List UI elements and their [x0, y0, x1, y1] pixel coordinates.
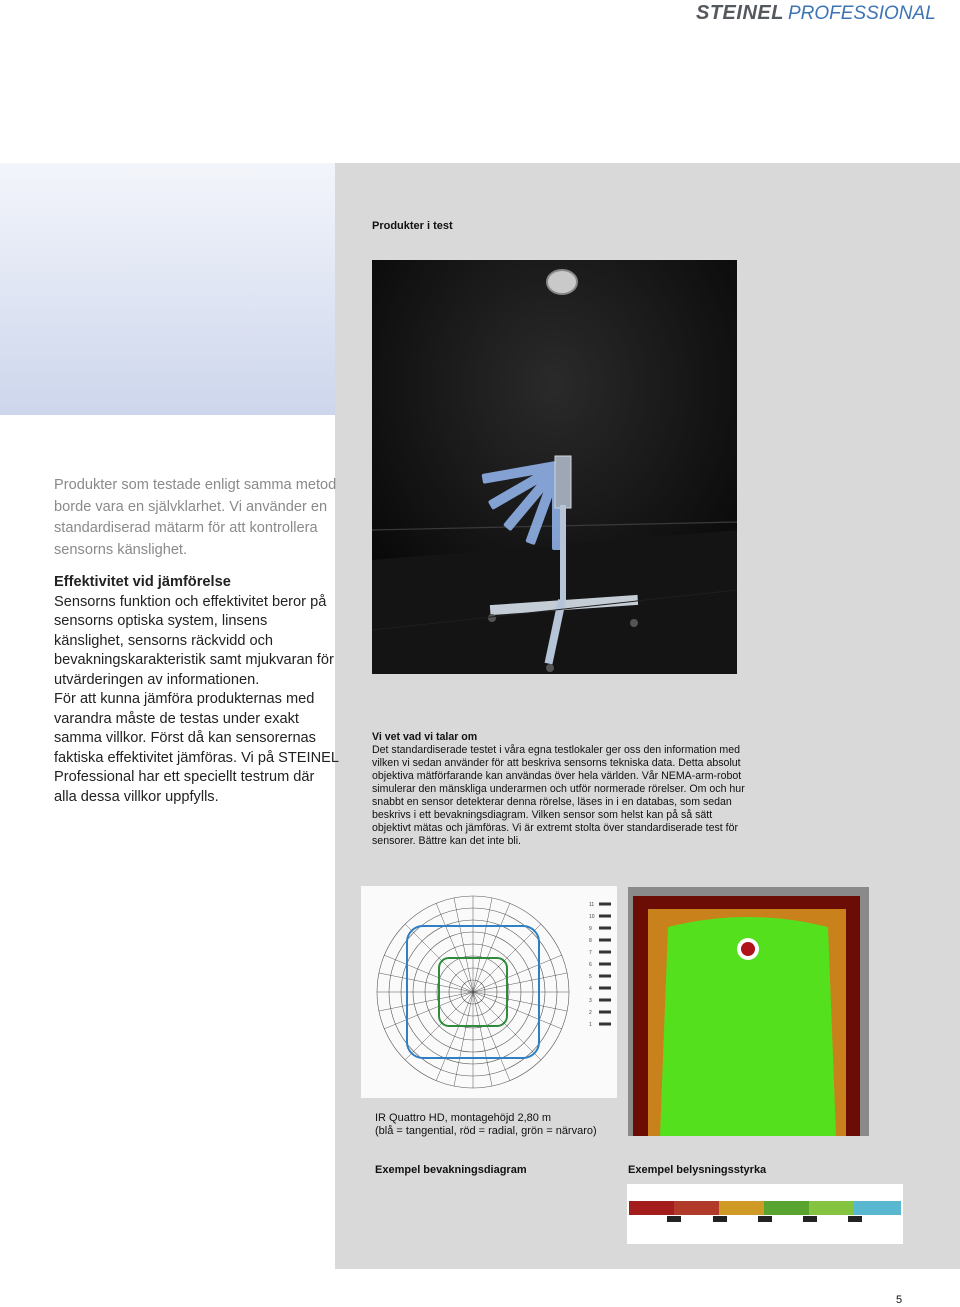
test-room-photo: [372, 260, 737, 674]
svg-text:5: 5: [589, 974, 592, 980]
svg-text:6: 6: [589, 962, 592, 968]
section-effectivity: [54, 573, 339, 807]
about-heading: Vi vet vad vi talar om: [372, 731, 478, 743]
logo-brand: STEINEL: [696, 2, 784, 24]
logo-sub: PROFESSIONAL: [787, 3, 936, 24]
section-paragraph-2: För att kunna jämföra produkternas med varandra måste de testas under exakt samma villkor. Först då kan sensorernas faktiska effektivitet jämföras. Vi på STEINEL Professional har ett speciellt testrum där alla dessa villkor uppfylls.: [54, 691, 339, 805]
about-text: Det standardiserade testet i våra egna testlokaler ger oss den information med vilken vi sedan använder för att beskriva sensorns tekniska data. Detta absolut objektiva mätförfarande kan användas över hela världen. Vår NEMA-arm-robot simulerar den mänskliga underarmen och utför normerade rörelser. Om och hur snabbt en sensor detekterar denna rörelse, läses in i en databas, som sedan beskrivs i ett bevakningsdiagram. Vilken sensor som helst kan på så sätt objektivt mätas och jämföras. Vi är extremt stolta över standardiserade test för sensorer. Bättre kan det inte bli.: [372, 744, 745, 847]
section-heading: Effektivitet vid jämförelse: [54, 574, 231, 590]
illuminance-label: Exempel belysningsstyrka: [628, 1164, 767, 1176]
gradient-panel: [0, 163, 335, 415]
page-number: 5: [896, 1294, 903, 1306]
section-paragraph-1: Sensorns funktion och effektivitet beror på sensorns optiska system, linsens känslighet, sensorns räckvidd och bevakningskarakteristik samt mjukvaran för utvärderingen av informationen.: [54, 593, 334, 688]
illuminance-scale: [627, 1184, 903, 1244]
scale-bar: [627, 1184, 903, 1244]
section-label: Produkter i test: [372, 220, 453, 232]
steinel-professional-logo: [696, 2, 936, 25]
coverage-diagram: [361, 886, 617, 1098]
svg-text:7: 7: [589, 950, 592, 956]
svg-text:10: 10: [589, 914, 595, 920]
intro-text: Produkter som testade enligt samma metod borde vara en självklarhet. Vi använder en standardiserad mätarm för att kontrollera sensorns känslighet.: [54, 477, 337, 558]
svg-text:11: 11: [589, 902, 595, 908]
figure-caption: [375, 1112, 635, 1138]
coverage-label: Exempel bevakningsdiagram: [375, 1164, 527, 1176]
coverage-polar-plot: [361, 886, 617, 1098]
svg-text:1: 1: [589, 1022, 592, 1028]
svg-text:4: 4: [589, 986, 592, 992]
caption-line-2: (blå = tangential, röd = radial, grön = närvaro): [375, 1125, 597, 1137]
test-room-illustration: [372, 260, 737, 674]
illuminance-heatmap: [628, 887, 869, 1136]
svg-text:9: 9: [589, 926, 592, 932]
about-block: [372, 731, 750, 848]
illuminance-diagram: [628, 887, 869, 1136]
svg-text:8: 8: [589, 938, 592, 944]
caption-line-1: IR Quattro HD, montagehöjd 2,80 m: [375, 1112, 552, 1124]
svg-text:2: 2: [589, 1010, 592, 1016]
svg-text:3: 3: [589, 998, 592, 1004]
